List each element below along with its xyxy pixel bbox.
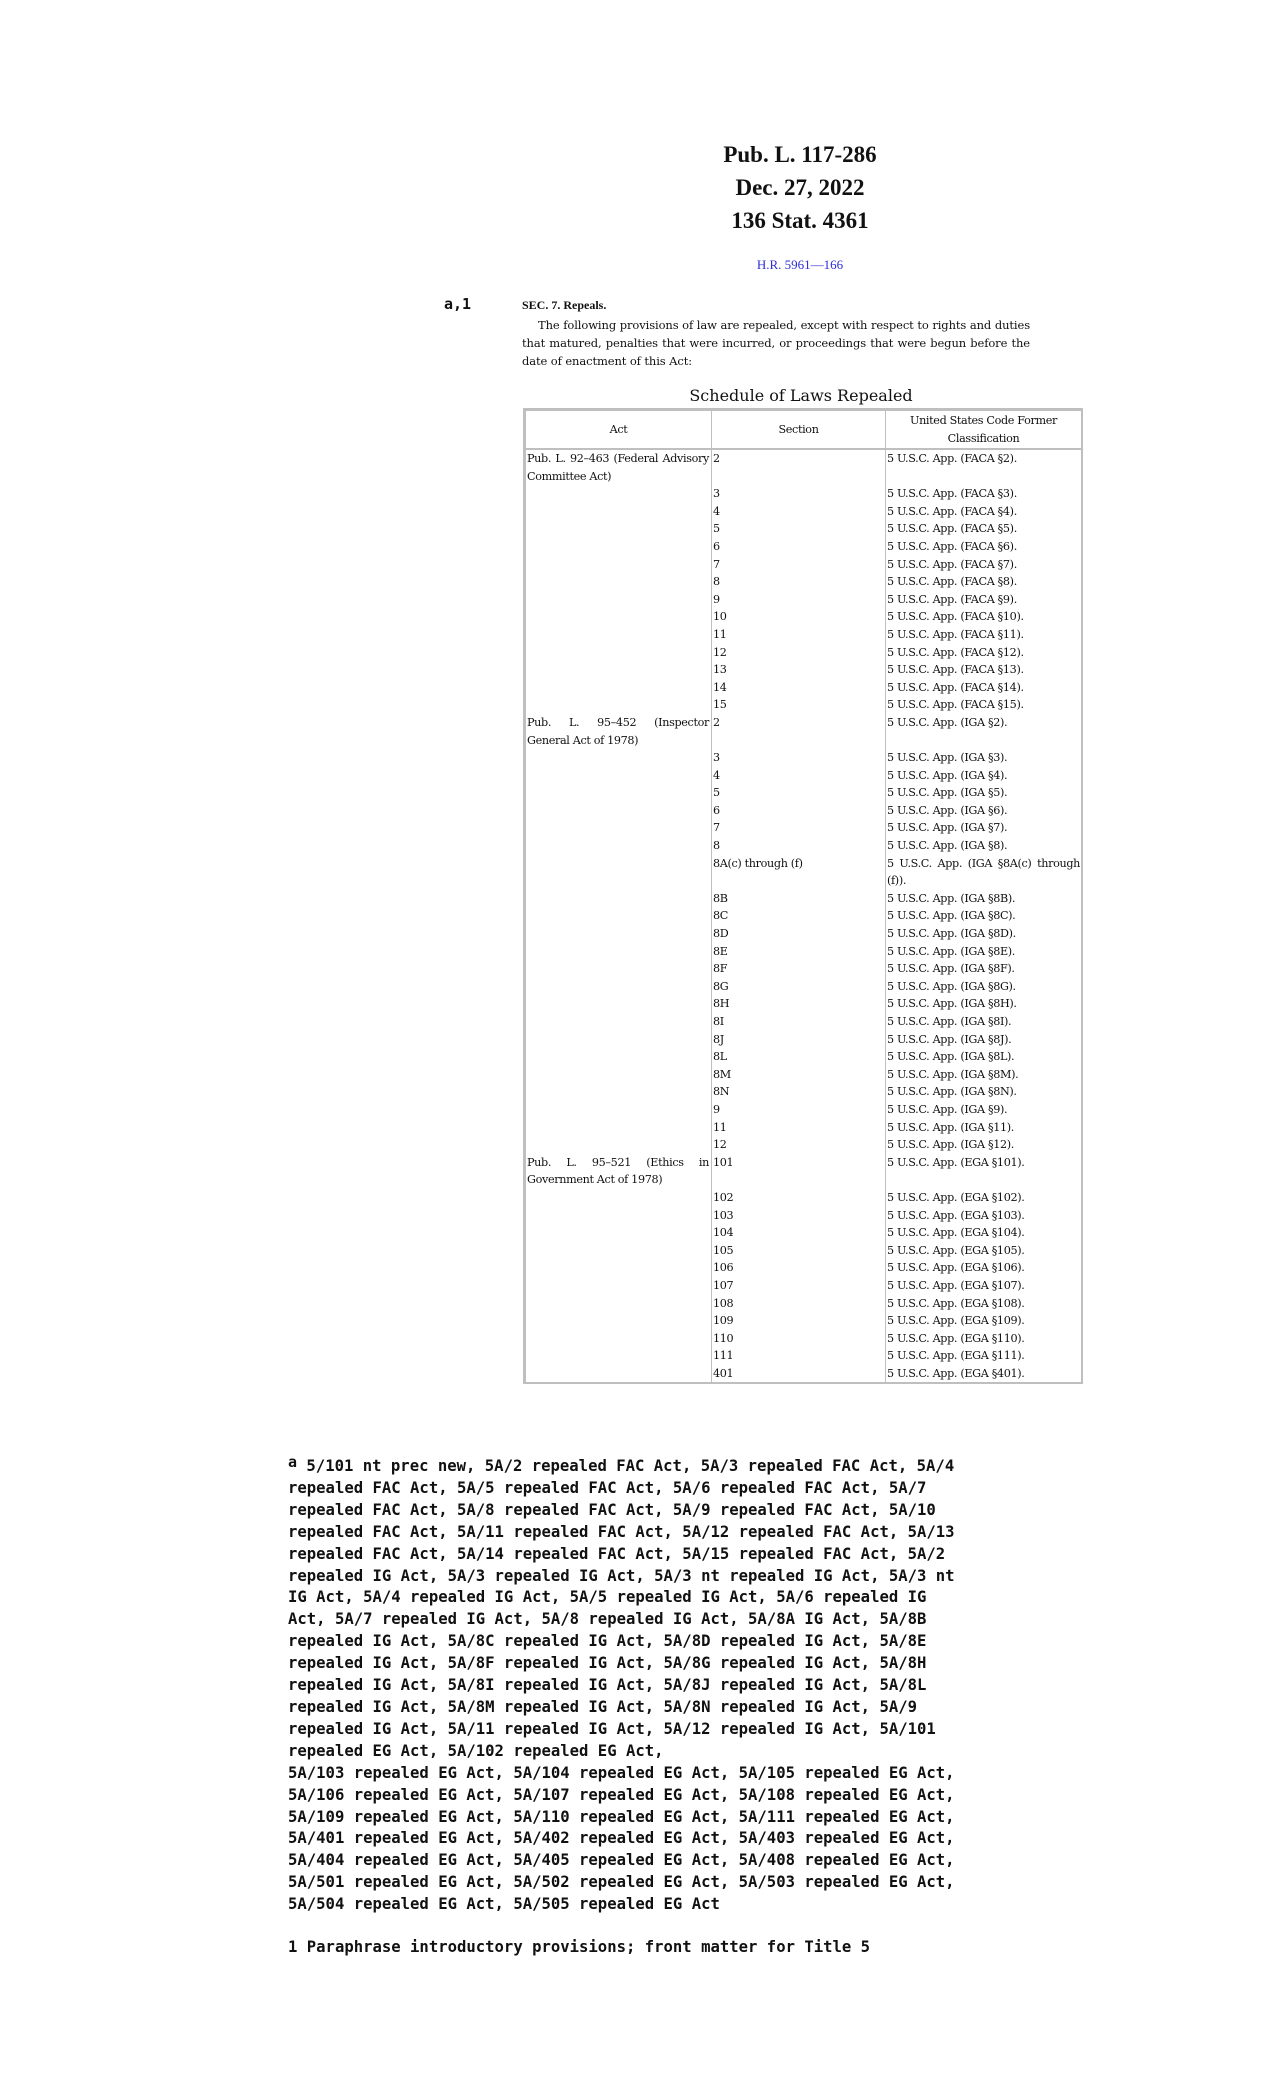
table-row (526, 644, 1082, 662)
classification-cell: 5 U.S.C. App. (EGA §105). (886, 1242, 1082, 1260)
act-cell (526, 1136, 712, 1154)
section-cell: 8F (712, 960, 886, 978)
act-cell (526, 784, 712, 802)
table-row (526, 837, 1082, 855)
section-cell: 106 (712, 1259, 886, 1277)
classification-cell: 5 U.S.C. App. (EGA §108). (886, 1295, 1082, 1313)
table-row (526, 591, 1082, 609)
classification-cell: 5 U.S.C. App. (IGA §8I). (886, 1013, 1082, 1031)
act-cell (526, 608, 712, 626)
classification-cell: 5 U.S.C. App. (FACA §2). (886, 449, 1082, 468)
table-row (526, 714, 1082, 732)
table-row (526, 749, 1082, 767)
note-line: 5A/103 repealed EG Act, 5A/104 repealed EG Act, 5A/105 repealed EG Act, (288, 1763, 955, 1782)
act-cell (526, 1312, 712, 1330)
table-row (526, 1207, 1082, 1225)
note-line: IG Act, 5A/4 repealed IG Act, 5A/5 repealed IG Act, 5A/6 repealed IG (288, 1588, 927, 1607)
classification-cell: 5 U.S.C. App. (IGA §9). (886, 1101, 1082, 1119)
repealed-laws-table (523, 408, 1083, 1384)
table-row (526, 503, 1082, 521)
classification-cell: 5 U.S.C. App. (IGA §3). (886, 749, 1082, 767)
classification-cell: 5 U.S.C. App. (FACA §7). (886, 556, 1082, 574)
section-cell: 8 (712, 573, 886, 591)
table-row (526, 1048, 1082, 1066)
classification-cell: 5 U.S.C. App. (IGA §8J). (886, 1031, 1082, 1049)
act-cell (526, 925, 712, 943)
section-cell: 8G (712, 978, 886, 996)
act-cell (526, 1224, 712, 1242)
note-line: 5A/109 repealed EG Act, 5A/110 repealed EG Act, 5A/111 repealed EG Act, (288, 1807, 955, 1826)
classification-cell: 5 U.S.C. App. (FACA §13). (886, 661, 1082, 679)
classification-cell: 5 U.S.C. App. (IGA §8L). (886, 1048, 1082, 1066)
classification-cell: 5 U.S.C. App. (EGA §103). (886, 1207, 1082, 1225)
act-cell (526, 1242, 712, 1260)
table-row (526, 1259, 1082, 1277)
section-cell: 8L (712, 1048, 886, 1066)
act-cell (526, 819, 712, 837)
section-cell: 4 (712, 767, 886, 785)
section-cell: 8J (712, 1031, 886, 1049)
classification-cell: 5 U.S.C. App. (IGA §7). (886, 819, 1082, 837)
table-row (526, 802, 1082, 820)
classification-cell: 5 U.S.C. App. (EGA §101). (886, 1154, 1082, 1172)
table-row (526, 1119, 1082, 1137)
act-cell (526, 837, 712, 855)
table-row (526, 1101, 1082, 1119)
margin-note: a,1 (444, 295, 472, 313)
classification-cell: 5 U.S.C. App. (FACA §15). (886, 696, 1082, 714)
classification-cell: 5 U.S.C. App. (IGA §12). (886, 1136, 1082, 1154)
section-cell: 4 (712, 503, 886, 521)
table-row (526, 696, 1082, 714)
act-cell: Pub. L. 95–452 (Inspector General Act of 1978) (526, 714, 712, 749)
table-row (526, 1066, 1082, 1084)
table-row (526, 679, 1082, 697)
section-cell: 102 (712, 1189, 886, 1207)
table-row (526, 1154, 1082, 1172)
act-cell (526, 995, 712, 1013)
classification-cell: 5 U.S.C. App. (EGA §110). (886, 1330, 1082, 1348)
classification-cell: 5 U.S.C. App. (FACA §14). (886, 679, 1082, 697)
act-cell (526, 696, 712, 714)
section-cell: 101 (712, 1154, 886, 1172)
classification-cell: 5 U.S.C. App. (EGA §106). (886, 1259, 1082, 1277)
classification-cell: 5 U.S.C. App. (IGA §8N). (886, 1083, 1082, 1101)
classification-cell: 5 U.S.C. App. (IGA §6). (886, 802, 1082, 820)
note-line: repealed IG Act, 5A/8M repealed IG Act, 5A/8N repealed IG Act, 5A/9 (288, 1697, 918, 1716)
act-cell (526, 907, 712, 925)
act-cell (526, 573, 712, 591)
table-caption: Schedule of Laws Repealed (689, 386, 913, 405)
table-row (526, 819, 1082, 837)
table-row (526, 1031, 1082, 1049)
statute-citation: 136 Stat. 4361 (731, 208, 869, 233)
act-cell: Pub. L. 92–463 (Federal Advisory Committee Act) (526, 449, 712, 485)
section-cell: 11 (712, 626, 886, 644)
section-cell: 8E (712, 943, 886, 961)
table-row (526, 1347, 1082, 1365)
act-cell (526, 1048, 712, 1066)
footnote: 1 Paraphrase introductory provisions; front matter for Title 5 (288, 1938, 871, 1956)
table-row (526, 925, 1082, 943)
note-line: repealed IG Act, 5A/8I repealed IG Act, 5A/8J repealed IG Act, 5A/8L (288, 1676, 927, 1695)
section-cell: 6 (712, 802, 886, 820)
act-cell (526, 749, 712, 767)
section-cell: 111 (712, 1347, 886, 1365)
act-cell (526, 556, 712, 574)
table-row (526, 1136, 1082, 1154)
classification-cell: 5 U.S.C. App. (IGA §8E). (886, 943, 1082, 961)
act-cell (526, 1101, 712, 1119)
act-cell (526, 960, 712, 978)
classification-cell: 5 U.S.C. App. (FACA §6). (886, 538, 1082, 556)
act-cell (526, 1083, 712, 1101)
act-cell (526, 1119, 712, 1137)
act-cell (526, 520, 712, 538)
table-row (526, 1277, 1082, 1295)
table-row (526, 1295, 1082, 1313)
table-row (526, 960, 1082, 978)
table-row (526, 995, 1082, 1013)
section-cell: 401 (712, 1365, 886, 1383)
table-row (526, 608, 1082, 626)
spacer-cell (712, 468, 886, 486)
column-header-act: Act (526, 411, 712, 450)
note-line: 5A/401 repealed EG Act, 5A/402 repealed EG Act, 5A/403 repealed EG Act, (288, 1829, 955, 1848)
table-row (526, 1224, 1082, 1242)
classification-cell: 5 U.S.C. App. (IGA §8A(c) through (f)). (886, 855, 1082, 890)
section-cell: 103 (712, 1207, 886, 1225)
section-cell: 105 (712, 1242, 886, 1260)
note-line: repealed FAC Act, 5A/5 repealed FAC Act, 5A/6 repealed FAC Act, 5A/7 (288, 1478, 927, 1497)
act-cell (526, 802, 712, 820)
table-row (526, 626, 1082, 644)
spacer-cell (712, 732, 886, 750)
act-cell (526, 978, 712, 996)
classification-cell: 5 U.S.C. App. (FACA §10). (886, 608, 1082, 626)
section-heading: SEC. 7. Repeals. (522, 298, 607, 312)
bill-page-link[interactable]: H.R. 5961—166 (756, 257, 844, 272)
act-cell (526, 644, 712, 662)
classification-cell: 5 U.S.C. App. (EGA §109). (886, 1312, 1082, 1330)
act-cell (526, 1347, 712, 1365)
act-cell (526, 661, 712, 679)
section-cell: 5 (712, 520, 886, 538)
act-cell (526, 591, 712, 609)
section-cell: 14 (712, 679, 886, 697)
act-cell (526, 943, 712, 961)
classification-cell: 5 U.S.C. App. (IGA §2). (886, 714, 1082, 732)
act-cell: Pub. L. 95–521 (Ethics in Government Act of 1978) (526, 1154, 712, 1189)
note-line: 5A/106 repealed EG Act, 5A/107 repealed EG Act, 5A/108 repealed EG Act, (288, 1785, 955, 1804)
act-cell (526, 1295, 712, 1313)
table-row (526, 943, 1082, 961)
section-cell: 109 (712, 1312, 886, 1330)
table-row (526, 573, 1082, 591)
act-cell (526, 503, 712, 521)
section-cell: 8H (712, 995, 886, 1013)
classification-cell: 5 U.S.C. App. (EGA §102). (886, 1189, 1082, 1207)
section-cell: 6 (712, 538, 886, 556)
spacer-cell (712, 1171, 886, 1189)
act-cell (526, 1066, 712, 1084)
classification-cell: 5 U.S.C. App. (IGA §8F). (886, 960, 1082, 978)
section-cell: 7 (712, 819, 886, 837)
note-line: 5A/504 repealed EG Act, 5A/505 repealed EG Act (288, 1895, 720, 1914)
section-text: The following provisions of law are repealed, except with respect to rights and duties that matured, penalties that were incurred, or proceedings that were begun before the date of enactment of this Act: (522, 318, 1030, 368)
classification-cell: 5 U.S.C. App. (IGA §11). (886, 1119, 1082, 1137)
classification-cell: 5 U.S.C. App. (IGA §8H). (886, 995, 1082, 1013)
spacer-cell (886, 732, 1082, 750)
section-cell: 3 (712, 485, 886, 503)
act-cell (526, 626, 712, 644)
act-cell (526, 679, 712, 697)
note-lines (288, 1479, 955, 1913)
section-cell: 9 (712, 591, 886, 609)
note-line: 5A/404 repealed EG Act, 5A/405 repealed EG Act, 5A/408 repealed EG Act, (288, 1851, 955, 1870)
section-cell: 5 (712, 784, 886, 802)
table-row (526, 1365, 1082, 1383)
table-row (526, 784, 1082, 802)
table-row (526, 520, 1082, 538)
classification-cell: 5 U.S.C. App. (IGA §8B). (886, 890, 1082, 908)
act-cell (526, 538, 712, 556)
classification-cell: 5 U.S.C. App. (FACA §11). (886, 626, 1082, 644)
note-line: repealed IG Act, 5A/8C repealed IG Act, 5A/8D repealed IG Act, 5A/8E (288, 1632, 927, 1651)
section-cell: 11 (712, 1119, 886, 1137)
act-cell (526, 1277, 712, 1295)
act-cell (526, 485, 712, 503)
section-cell: 110 (712, 1330, 886, 1348)
section-cell: 10 (712, 608, 886, 626)
classification-cell: 5 U.S.C. App. (EGA §104). (886, 1224, 1082, 1242)
table-row (526, 1083, 1082, 1101)
section-cell: 108 (712, 1295, 886, 1313)
section-cell: 12 (712, 1136, 886, 1154)
table-row (526, 907, 1082, 925)
act-cell (526, 890, 712, 908)
table-row (526, 1189, 1082, 1207)
table-row (526, 1242, 1082, 1260)
note-line: repealed IG Act, 5A/3 repealed IG Act, 5A/3 nt repealed IG Act, 5A/3 nt (288, 1566, 955, 1585)
section-cell: 8N (712, 1083, 886, 1101)
table-row (526, 1330, 1082, 1348)
section-cell: 2 (712, 449, 886, 468)
note-line: repealed FAC Act, 5A/14 repealed FAC Act, 5A/15 repealed FAC Act, 5A/2 (288, 1544, 946, 1563)
note-line: Act, 5A/7 repealed IG Act, 5A/8 repealed IG Act, 5A/8A IG Act, 5A/8B (288, 1610, 927, 1629)
classification-cell: 5 U.S.C. App. (IGA §5). (886, 784, 1082, 802)
section-cell: 9 (712, 1101, 886, 1119)
classification-cell: 5 U.S.C. App. (IGA §8M). (886, 1066, 1082, 1084)
note-line: repealed IG Act, 5A/11 repealed IG Act, 5A/12 repealed IG Act, 5A/101 (288, 1719, 936, 1738)
table-row (526, 661, 1082, 679)
spacer-cell (886, 1171, 1082, 1189)
enactment-date: Dec. 27, 2022 (735, 175, 865, 200)
column-header-section: Section (712, 411, 886, 450)
section-cell: 15 (712, 696, 886, 714)
act-cell (526, 1189, 712, 1207)
column-header-usc-classification: United States Code Former Classification (886, 411, 1082, 450)
act-cell (526, 1259, 712, 1277)
table-row (526, 890, 1082, 908)
note-line: 5/101 nt prec new, 5A/2 repealed FAC Act, 5A/3 repealed FAC Act, 5A/4 (297, 1457, 955, 1475)
table-row (526, 1013, 1082, 1031)
classification-cell: 5 U.S.C. App. (FACA §5). (886, 520, 1082, 538)
classification-cell: 5 U.S.C. App. (IGA §8C). (886, 907, 1082, 925)
table-body (526, 449, 1082, 1382)
section-cell: 8I (712, 1013, 886, 1031)
note-line: 5A/501 repealed EG Act, 5A/502 repealed EG Act, 5A/503 repealed EG Act, (288, 1873, 955, 1892)
section-cell: 104 (712, 1224, 886, 1242)
classification-cell: 5 U.S.C. App. (FACA §4). (886, 503, 1082, 521)
section-cell: 12 (712, 644, 886, 662)
act-cell (526, 1031, 712, 1049)
act-cell (526, 1365, 712, 1383)
classification-cell: 5 U.S.C. App. (IGA §4). (886, 767, 1082, 785)
note-line: repealed IG Act, 5A/8F repealed IG Act, 5A/8G repealed IG Act, 5A/8H (288, 1654, 927, 1673)
section-cell: 8B (712, 890, 886, 908)
classification-cell: 5 U.S.C. App. (EGA §401). (886, 1365, 1082, 1383)
section-cell: 8C (712, 907, 886, 925)
classification-cell: 5 U.S.C. App. (FACA §8). (886, 573, 1082, 591)
classification-cell: 5 U.S.C. App. (FACA §12). (886, 644, 1082, 662)
act-cell (526, 1330, 712, 1348)
act-cell (526, 1207, 712, 1225)
table-row (526, 449, 1082, 468)
section-cell: 13 (712, 661, 886, 679)
table-row (526, 1312, 1082, 1330)
section-cell: 2 (712, 714, 886, 732)
classification-cell: 5 U.S.C. App. (FACA §3). (886, 485, 1082, 503)
classification-cell: 5 U.S.C. App. (FACA §9). (886, 591, 1082, 609)
section-cell: 3 (712, 749, 886, 767)
note-line: repealed FAC Act, 5A/8 repealed FAC Act, 5A/9 repealed FAC Act, 5A/10 (288, 1500, 936, 1519)
classification-cell: 5 U.S.C. App. (EGA §111). (886, 1347, 1082, 1365)
section-cell: 8A(c) through (f) (712, 855, 886, 890)
table-row (526, 855, 1082, 890)
classification-cell: 5 U.S.C. App. (IGA §8G). (886, 978, 1082, 996)
spacer-cell (886, 468, 1082, 486)
note-line: repealed FAC Act, 5A/11 repealed FAC Act, 5A/12 repealed FAC Act, 5A/13 (288, 1522, 955, 1541)
classification-notes (288, 1452, 1048, 1916)
note-line: repealed EG Act, 5A/102 repealed EG Act, (288, 1741, 664, 1760)
section-cell: 7 (712, 556, 886, 574)
public-law-number: Pub. L. 117-286 (723, 142, 877, 167)
act-cell (526, 1013, 712, 1031)
classification-cell: 5 U.S.C. App. (IGA §8D). (886, 925, 1082, 943)
table-row (526, 978, 1082, 996)
table-row (526, 767, 1082, 785)
classification-cell: 5 U.S.C. App. (IGA §8). (886, 837, 1082, 855)
act-cell (526, 855, 712, 890)
table-row (526, 538, 1082, 556)
table-header-row (526, 411, 1082, 450)
table-row (526, 485, 1082, 503)
act-cell (526, 767, 712, 785)
section-cell: 8M (712, 1066, 886, 1084)
section-cell: 8 (712, 837, 886, 855)
table-row (526, 556, 1082, 574)
section-cell: 107 (712, 1277, 886, 1295)
section-cell: 8D (712, 925, 886, 943)
classification-cell: 5 U.S.C. App. (EGA §107). (886, 1277, 1082, 1295)
note-marker: a (288, 1453, 298, 1471)
